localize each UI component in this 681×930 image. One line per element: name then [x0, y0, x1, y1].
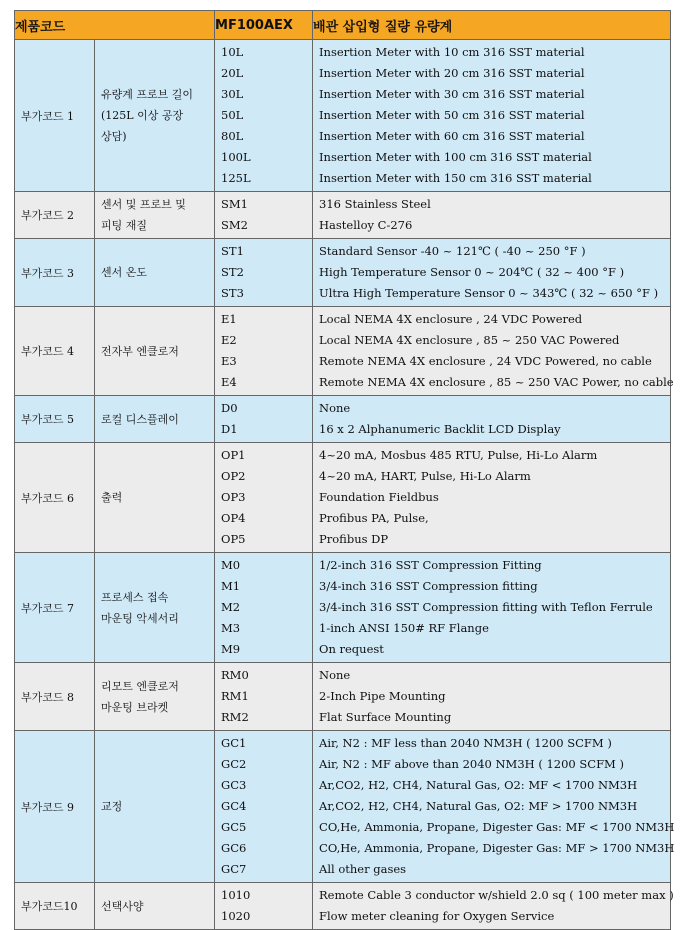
option-code: E3 — [221, 354, 237, 368]
option-code: ST3 — [221, 286, 244, 300]
option-description: Insertion Meter with 10 cm 316 SST material — [319, 45, 585, 59]
option-description: Insertion Meter with 50 cm 316 SST material — [319, 108, 585, 122]
option-description: Ar,CO2, H2, CH4, Natural Gas, O2: MF < 1700 NM3H — [319, 778, 638, 792]
option-group-code: 부가코드10 — [15, 883, 95, 930]
option-group-name-line: 센서 및 프로브 및 — [101, 198, 186, 211]
option-code: ST2 — [221, 265, 244, 279]
option-code: RM1 — [221, 689, 249, 703]
option-group-name — [95, 731, 215, 883]
option-description: 1-inch ANSI 150# RF Flange — [319, 621, 489, 635]
option-group-name — [95, 553, 215, 663]
option-description: Hastelloy C-276 — [319, 218, 413, 232]
option-description: Insertion Meter with 20 cm 316 SST material — [319, 66, 585, 80]
option-code: 1020 — [221, 909, 251, 923]
option-description: Ar,CO2, H2, CH4, Natural Gas, O2: MF > 1700 NM3H — [319, 799, 638, 813]
option-code: E4 — [221, 375, 237, 389]
option-code-list — [215, 192, 313, 239]
table-row — [15, 307, 671, 396]
option-code-list — [215, 553, 313, 663]
option-group-name — [95, 883, 215, 930]
option-description: Insertion Meter with 60 cm 316 SST material — [319, 129, 585, 143]
table-row — [15, 443, 671, 553]
option-code: GC1 — [221, 736, 247, 750]
option-group-name-line: 상담) — [101, 130, 127, 143]
option-description: CO,He, Ammonia, Propane, Digester Gas: MF > 1700 NM3H — [319, 841, 675, 855]
option-group-name — [95, 239, 215, 307]
option-description: 1/2-inch 316 SST Compression Fitting — [319, 558, 542, 572]
option-description: Insertion Meter with 150 cm 316 SST material — [319, 171, 592, 185]
option-description: 316 Stainless Steel — [319, 197, 431, 211]
option-group-name — [95, 40, 215, 192]
option-description: 3/4-inch 316 SST Compression fitting with Teflon Ferrule — [319, 600, 653, 614]
option-description: None — [319, 401, 351, 415]
option-code-list — [215, 883, 313, 930]
table-row — [15, 396, 671, 443]
option-code: E1 — [221, 312, 237, 326]
option-group-name-line: (125L 이상 공장 — [101, 109, 184, 122]
table-row — [15, 553, 671, 663]
option-description-list — [313, 192, 671, 239]
option-code: GC6 — [221, 841, 247, 855]
option-description-list — [313, 553, 671, 663]
option-group-code: 부가코드 9 — [15, 731, 95, 883]
option-code: 50L — [221, 108, 244, 122]
table-body — [15, 40, 675, 930]
option-description-list — [313, 443, 671, 553]
option-description: Profibus PA, Pulse, — [319, 511, 429, 525]
option-group-code: 부가코드 1 — [15, 40, 95, 192]
option-description: None — [319, 668, 351, 682]
option-code: OP3 — [221, 490, 246, 504]
option-code: OP2 — [221, 469, 246, 483]
option-description: CO,He, Ammonia, Propane, Digester Gas: MF < 1700 NM3H — [319, 820, 675, 834]
option-group-name-line: 센서 온도 — [101, 266, 148, 279]
option-code: GC2 — [221, 757, 247, 771]
option-code: E2 — [221, 333, 237, 347]
option-code: 100L — [221, 150, 251, 164]
option-group-code: 부가코드 2 — [15, 192, 95, 239]
option-group-name-line: 프로세스 접속 — [101, 590, 169, 604]
option-code: RM2 — [221, 710, 249, 724]
option-code: OP4 — [221, 511, 246, 525]
option-description: Air, N2 : MF above than 2040 NM3H ( 1200 SCFM ) — [319, 757, 624, 771]
option-description-list — [313, 396, 671, 443]
option-code: 30L — [221, 87, 244, 101]
option-group-name-line: 마운팅 악세서리 — [101, 611, 179, 625]
option-group-name-line: 마운팅 브라켓 — [101, 700, 169, 714]
option-group-name — [95, 663, 215, 731]
option-group-code: 부가코드 8 — [15, 663, 95, 731]
option-group-name-line: 전자부 엔클로저 — [101, 344, 179, 358]
option-description: Insertion Meter with 100 cm 316 SST material — [319, 150, 592, 164]
option-code: OP5 — [221, 532, 246, 546]
option-description: Profibus DP — [319, 532, 389, 546]
table-row — [15, 239, 671, 307]
option-code: M3 — [221, 621, 241, 635]
option-description: Ultra High Temperature Sensor 0 ~ 343℃ ( 32 ~ 650 °F ) — [319, 286, 659, 300]
option-code-list — [215, 239, 313, 307]
option-group-name-line: 유량계 프로브 길이 — [101, 88, 194, 101]
option-description-list — [313, 731, 675, 883]
option-code: D0 — [221, 401, 238, 415]
option-description: Local NEMA 4X enclosure , 85 ~ 250 VAC Powered — [319, 333, 620, 347]
option-code: GC5 — [221, 820, 247, 834]
option-description: 3/4-inch 316 SST Compression fitting — [319, 579, 538, 593]
option-code: GC4 — [221, 799, 247, 813]
option-code: M9 — [221, 642, 241, 656]
option-group-code: 부가코드 6 — [15, 443, 95, 553]
option-description: 4~20 mA, Mosbus 485 RTU, Pulse, Hi-Lo Alarm — [319, 448, 598, 462]
option-code-list — [215, 731, 313, 883]
option-description: Local NEMA 4X enclosure , 24 VDC Powered — [319, 312, 583, 326]
option-description-list — [313, 883, 674, 930]
product-code-table — [14, 10, 675, 930]
option-code-list — [215, 443, 313, 553]
option-code: 80L — [221, 129, 244, 143]
option-description: Remote Cable 3 conductor w/shield 2.0 sq ( 100 meter max ) — [319, 888, 674, 902]
option-description: Remote NEMA 4X enclosure , 24 VDC Powered, no cable — [319, 354, 652, 368]
option-code: 125L — [221, 171, 251, 185]
option-group-code: 부가코드 3 — [15, 239, 95, 307]
option-code: OP1 — [221, 448, 246, 462]
option-code: 10L — [221, 45, 244, 59]
option-code: 20L — [221, 66, 244, 80]
option-description: High Temperature Sensor 0 ~ 204℃ ( 32 ~ 400 °F ) — [319, 265, 625, 279]
option-code-list — [215, 396, 313, 443]
option-code: GC7 — [221, 862, 247, 876]
table-row — [15, 40, 671, 192]
option-code: SM2 — [221, 218, 248, 232]
option-code: ST1 — [221, 244, 244, 258]
table-header-row — [15, 11, 671, 40]
option-description: On request — [319, 642, 384, 656]
table-row — [15, 192, 671, 239]
option-code-list — [215, 40, 313, 192]
option-group-name-line: 피팅 재질 — [101, 219, 148, 232]
option-group-name — [95, 443, 215, 553]
table-row — [15, 663, 671, 731]
option-description: Foundation Fieldbus — [319, 490, 439, 504]
option-code: M1 — [221, 579, 241, 593]
option-description-list — [313, 239, 671, 307]
option-description: 4~20 mA, HART, Pulse, Hi-Lo Alarm — [319, 469, 531, 483]
option-code: SM1 — [221, 197, 248, 211]
option-group-name — [95, 192, 215, 239]
option-group-code: 부가코드 4 — [15, 307, 95, 396]
option-code-list — [215, 663, 313, 731]
option-code: 1010 — [221, 888, 251, 902]
option-group-name-line: 로컬 디스플레이 — [101, 412, 179, 426]
option-code: M2 — [221, 600, 241, 614]
option-code: M0 — [221, 558, 241, 572]
option-description: Flat Surface Mounting — [319, 710, 452, 724]
option-description: Standard Sensor -40 ~ 121℃ ( -40 ~ 250 °F ) — [319, 244, 586, 258]
option-description: Remote NEMA 4X enclosure , 85 ~ 250 VAC Power, no cable — [319, 375, 674, 389]
option-group-name-line: 출력 — [101, 491, 123, 504]
header-model: MF100AEX — [215, 11, 313, 40]
option-group-name — [95, 307, 215, 396]
option-group-code: 부가코드 7 — [15, 553, 95, 663]
table-row — [15, 731, 671, 883]
option-description: Air, N2 : MF less than 2040 NM3H ( 1200 SCFM ) — [319, 736, 612, 750]
option-group-name-line: 교정 — [101, 800, 123, 813]
option-description: 2-Inch Pipe Mounting — [319, 689, 446, 703]
option-group-code: 부가코드 5 — [15, 396, 95, 443]
option-code: RM0 — [221, 668, 249, 682]
header-product-code: 제품코드 — [15, 11, 215, 40]
table-row — [15, 883, 671, 930]
option-group-name-line: 선택사양 — [101, 899, 144, 913]
option-description: Insertion Meter with 30 cm 316 SST material — [319, 87, 585, 101]
option-code: GC3 — [221, 778, 247, 792]
option-description: 16 x 2 Alphanumeric Backlit LCD Display — [319, 422, 561, 436]
option-code-list — [215, 307, 313, 396]
option-description: All other gases — [319, 862, 407, 876]
option-group-name — [95, 396, 215, 443]
option-group-name-line: 리모트 엔클로저 — [101, 679, 179, 693]
option-description-list — [313, 663, 671, 731]
option-description: Flow meter cleaning for Oxygen Service — [319, 909, 555, 923]
option-description-list — [313, 40, 671, 192]
option-description-list — [313, 307, 674, 396]
option-code: D1 — [221, 422, 238, 436]
header-title: 배관 삽입형 질량 유량계 — [313, 11, 671, 40]
